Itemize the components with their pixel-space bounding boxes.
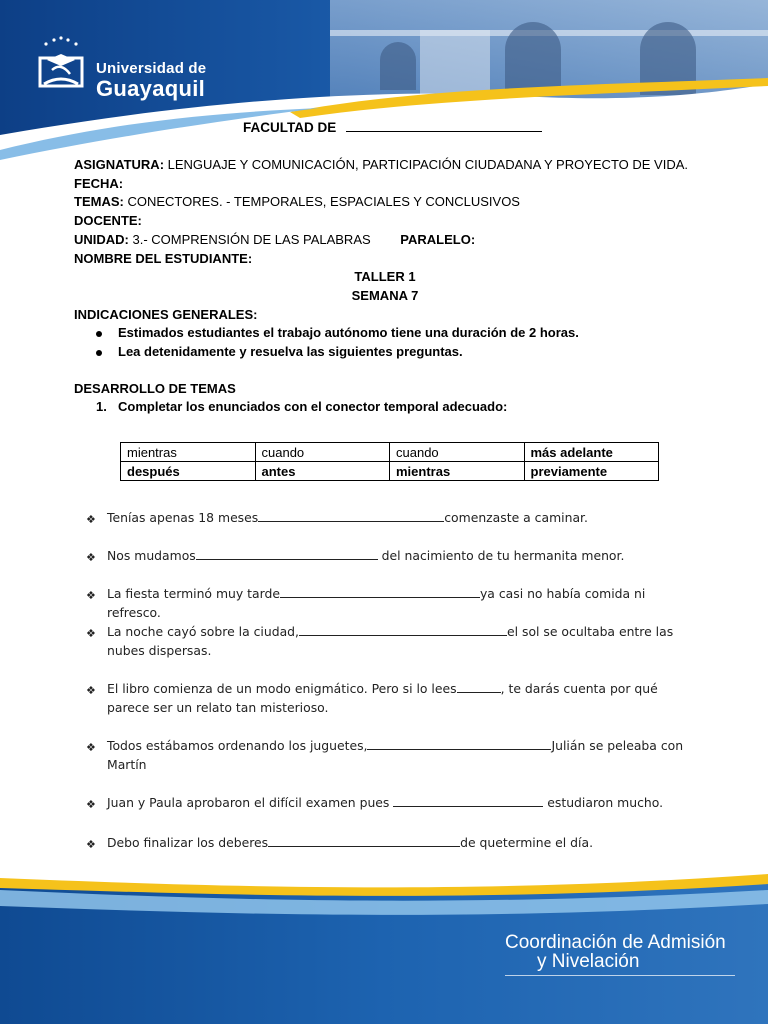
university-logo (32, 36, 212, 106)
temas-row (74, 193, 704, 212)
sentence-7: ❖ Juan y Paula aprobaron el difícil examen pues estudiaron mucho. (86, 793, 663, 812)
diamond-bullet-icon: ❖ (86, 513, 96, 526)
table-cell: cuando (390, 443, 525, 462)
list-item: Estimados estudiantes el trabajo autónomo tiene una duración de 2 horas. (96, 324, 704, 343)
sentence-2: ❖ Nos mudamos del nacimiento de tu hermanita menor. (86, 546, 624, 565)
asignatura-label: ASIGNATURA: (74, 157, 165, 172)
table-cell: más adelante (524, 443, 659, 462)
diamond-bullet-icon: ❖ (86, 551, 96, 564)
table-cell: cuando (255, 443, 390, 462)
table-cell: mientras (390, 462, 525, 481)
diamond-bullet-icon: ❖ (86, 741, 96, 754)
asignatura-value: LENGUAJE Y COMUNICACIÓN, PARTICIPACIÓN CIUDADANA Y PROYECTO DE VIDA. (164, 157, 688, 172)
unidad-value: 3.- COMPRENSIÓN DE LAS PALABRAS (128, 231, 371, 247)
sentence-1: ❖ Tenías apenas 18 meses comenzaste a caminar. (86, 508, 588, 527)
table-cell: después (121, 462, 256, 481)
answer-blank[interactable] (280, 586, 480, 598)
form-content (74, 156, 704, 417)
asignatura-row (74, 156, 704, 175)
logo-line1: Universidad de (96, 60, 207, 77)
docente-label: DOCENTE: (74, 213, 142, 229)
sentence-3: ❖ La fiesta terminó muy tarde ya casi no había comida ni refresco. (86, 586, 646, 620)
table-row (121, 443, 659, 462)
table-cell: antes (255, 462, 390, 481)
logo-line2: Guayaquil (96, 76, 206, 101)
taller-title: TALLER 1 (354, 269, 416, 285)
diamond-bullet-icon: ❖ (86, 589, 96, 602)
question-text: Completar los enunciados con el conector temporal adecuado: (118, 399, 508, 415)
answer-blank[interactable] (367, 738, 551, 750)
faculty-label: FACULTAD DE (243, 120, 337, 135)
table-cell: previamente (524, 462, 659, 481)
table-cell: mientras (121, 443, 256, 462)
question-number: 1. (96, 399, 107, 415)
question-title (74, 398, 704, 417)
table-row (121, 462, 659, 481)
bullet-icon (96, 350, 102, 356)
footer-line2: y Nivelación (537, 951, 640, 972)
sentence-6: ❖ Todos estábamos ordenando los juguetes, Julián se peleaba con Martín (86, 738, 684, 772)
unidad-label: UNIDAD: (74, 231, 129, 247)
sentence-4: ❖ La noche cayó sobre la ciudad, el sol se ocultaba entre las nubes dispersas. (86, 624, 674, 658)
footer-divider (505, 975, 735, 976)
spacer (74, 362, 704, 380)
diamond-bullet-icon: ❖ (86, 684, 96, 697)
sentence-5: ❖ El libro comienza de un modo enigmático. Pero si lo lees , te darás cuenta por qué parece ser un relato tan misterioso. (86, 681, 658, 715)
page-header (0, 0, 768, 160)
diamond-bullet-icon: ❖ (86, 838, 96, 851)
faculty-line (243, 120, 542, 135)
fecha-label: FECHA: (74, 175, 124, 191)
temas-label: TEMAS: (74, 194, 124, 210)
answer-blank[interactable] (258, 510, 444, 522)
footer-line1: Coordinación de Admisión (505, 932, 726, 953)
answer-blank[interactable] (268, 835, 460, 847)
logo-emblem-icon (32, 36, 90, 92)
semana-title: SEMANA 7 (351, 287, 419, 303)
nombre-label: NOMBRE DEL ESTUDIANTE: (74, 250, 253, 266)
desarrollo-label: DESARROLLO DE TEMAS (74, 380, 236, 396)
answer-blank[interactable] (457, 681, 501, 693)
answer-blank[interactable] (196, 548, 378, 560)
diamond-bullet-icon: ❖ (86, 627, 96, 640)
indicaciones-label: INDICACIONES GENERALES: (74, 306, 258, 322)
list-item: Lea detenidamente y resuelva las siguientes preguntas. (96, 343, 704, 362)
connector-word-table (120, 442, 659, 481)
answer-blank[interactable] (299, 624, 507, 636)
unidad-row (74, 231, 704, 250)
bullet-icon (96, 331, 102, 337)
answer-blank[interactable] (393, 795, 543, 807)
diamond-bullet-icon: ❖ (86, 798, 96, 811)
temas-value: CONECTORES. - TEMPORALES, ESPACIALES Y CONCLUSIVOS (123, 194, 520, 210)
faculty-blank[interactable] (346, 120, 542, 132)
sentence-8: ❖ Debo finalizar los deberes de quetermine el día. (86, 833, 593, 852)
paralelo-label: PARALELO: (400, 231, 476, 247)
indicaciones-list (96, 324, 704, 361)
